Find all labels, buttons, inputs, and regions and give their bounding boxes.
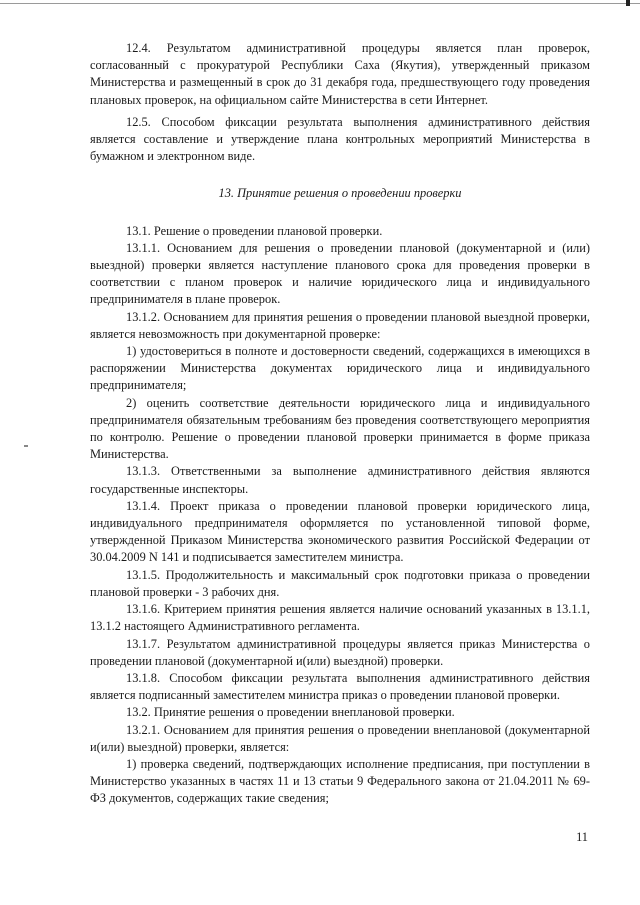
- paragraph-13-1-6: 13.1.6. Критерием принятия решения является наличие оснований указанных в 13.1.1, 13.1.2 настоящего Административного регламента.: [90, 602, 590, 634]
- list-item-2: 2) оценить соответствие деятельности юридического лица и индивидуального предпринимателя обязательным требованиям без проведения соответствующего мероприятия по контролю. Решение о проведении плановой проверки принимается в форме приказа Министерства.: [90, 395, 590, 462]
- page-number: 11: [576, 830, 588, 844]
- paragraph-13-1-4: 13.1.4. Проект приказа о проведении плановой проверки юридического лица, индивидуального предпринимателя оформляется по установленной типовой форме, утвержденной Приказом Министерства экономического развития Российской Федерации от 30.04.2009 N 141 и подписывается заместителем министра.: [90, 498, 590, 565]
- paragraph-13-1-7: 13.1.7. Результатом административной процедуры является приказ Министерства о проведении плановой (документарной и(или) выездной) проверки.: [90, 636, 590, 668]
- scan-margin-mark: [24, 445, 28, 447]
- scan-corner-mark: [626, 0, 630, 6]
- paragraph-13-2-1: 13.2.1. Основанием для принятия решения о проведении внеплановой (документарной и(или) выездной) проверки, является:: [90, 722, 590, 754]
- list-item-1: 1) удостовериться в полноте и достоверности сведений, содержащихся в имеющихся в распоряжении Министерства документах юридического лица и индивидуального предпринимателя;: [90, 344, 590, 393]
- paragraph-13-1-1: 13.1.1. Основанием для решения о проведении плановой (документарной и (или) выездной) проверки является наступление планового срока для проведения проверки в соответствии с планом проверок и наличие юридического лица и индивидуального предпринимателя в плане проверок.: [90, 240, 590, 307]
- scan-top-border: [0, 3, 640, 4]
- paragraph-13-1-2: 13.1.2. Основанием для принятия решения о проведении плановой выездной проверки, является невозможность при документарной проверке:: [90, 309, 590, 341]
- paragraph-13-1-8: 13.1.8. Способом фиксации результата выполнения административного действия является подписанный заместителем министра приказ о проведении плановой проверки.: [90, 670, 590, 703]
- paragraph-13-2: 13.2. Принятие решения о проведении внеплановой проверки.: [126, 705, 455, 720]
- document-body: [90, 40, 590, 808]
- section-heading: 13. Принятие решения о проведении проверки: [218, 186, 462, 201]
- paragraph-12-5: 12.5. Способом фиксации результата выполнения административного действия является составление и утверждение плана контрольных мероприятий Министерства в бумажном и электронном виде.: [90, 114, 590, 164]
- paragraph-12-4: 12.4. Результатом административной процедуры является план проверок, согласованный с прокуратурой Республики Саха (Якутия), утвержденный приказом Министерства и размещенный в срок до 31 декабря года, предшествующего году проведения плановых проверок, на официальном сайте Министерства в сети Интернет.: [90, 41, 590, 107]
- paragraph-13-1: 13.1. Решение о проведении плановой проверки.: [126, 223, 383, 238]
- list-item-1-unplanned: 1) проверка сведений, подтверждающих исполнение предписания, при поступлении в Министерство указанных в частях 11 и 13 статьи 9 Федерального закона от 21.04.2011 № 69-ФЗ документов, содержащих такие сведения;: [90, 756, 590, 806]
- paragraph-13-1-5: 13.1.5. Продолжительность и максимальный срок подготовки приказа о проведении плановой проверки - 3 рабочих дня.: [90, 567, 590, 599]
- paragraph-13-1-3: 13.1.3. Ответственными за выполнение административного действия являются государственные инспекторы.: [90, 464, 590, 496]
